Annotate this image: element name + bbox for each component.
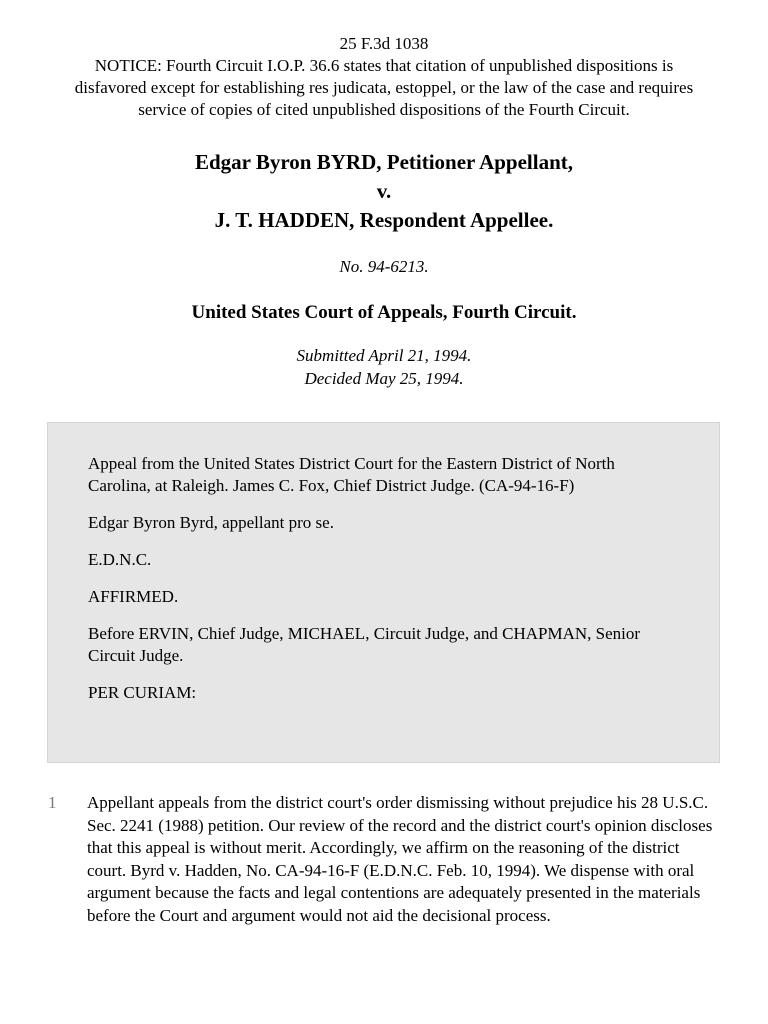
paragraph-number: 1	[48, 793, 57, 812]
notice: NOTICE: Fourth Circuit I.O.P. 36.6 states that citation of unpublished dispositions is disfavored except for establishing res judicata, estoppel, or the law of the case and requires service of copies of cited unpublished dispositions of the Fourth Circuit.	[74, 56, 694, 119]
versus-label: v.	[376, 179, 392, 203]
appellant-name: Edgar Byron BYRD, Petitioner Appellant,	[194, 150, 574, 174]
case-dates	[0, 344, 768, 390]
appellee-name: J. T. HADDEN, Respondent Appellee.	[214, 208, 554, 232]
disposition: AFFIRMED.	[88, 587, 179, 606]
appeal-from: Appeal from the United States District Court for the Eastern District of North Carolina, at Raleigh. James C. Fox, Chief District Judge. (CA-94-16-F)	[88, 454, 615, 495]
document-header	[58, 0, 710, 121]
docket-number: No. 94-6213.	[339, 257, 429, 276]
district-abbrev: E.D.N.C.	[88, 550, 152, 569]
decided-date: Decided May 25, 1994.	[304, 369, 464, 388]
per-curiam: PER CURIAM:	[88, 683, 197, 702]
opinion-paragraph: Appellant appeals from the district court's order dismissing without prejudice his 28 U.S.C. Sec. 2241 (1988) petition. Our review of the record and the district court's opinion discloses that this appeal is without merit. Accordingly, we affirm on the reasoning of the district court. Byrd v. Hadden, No. CA-94-16-F (E.D.N.C. Feb. 10, 1994). We dispense with oral argument because the facts and legal contentions are adequately presented in the materials before the Court and argument would not aid the decisional process.	[87, 793, 713, 925]
case-summary-box	[47, 422, 720, 763]
submitted-date: Submitted April 21, 1994.	[296, 346, 472, 365]
court-name: United States Court of Appeals, Fourth Circuit.	[191, 302, 577, 323]
counsel: Edgar Byron Byrd, appellant pro se.	[88, 513, 334, 532]
case-title	[0, 148, 768, 235]
citation: 25 F.3d 1038	[339, 34, 429, 53]
panel: Before ERVIN, Chief Judge, MICHAEL, Circuit Judge, and CHAPMAN, Senior Circuit Judge.	[88, 624, 641, 665]
